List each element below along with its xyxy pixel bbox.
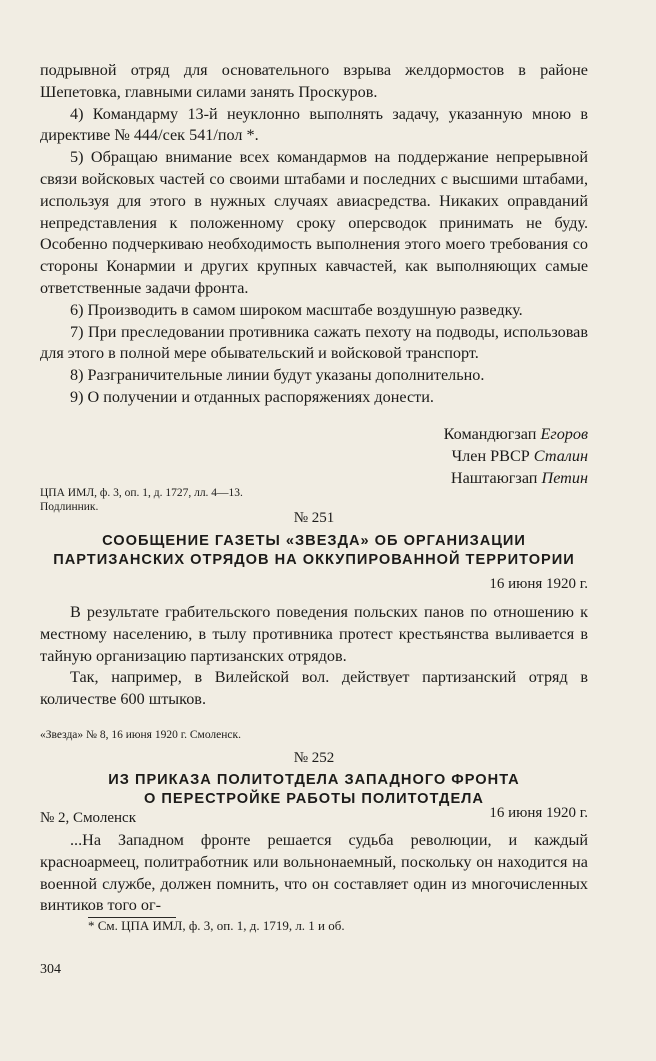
page-number: 304 [40,962,61,977]
signature-block [40,424,588,489]
archive-source: ЦПА ИМЛ, ф. 3, оп. 1, д. 1727, лл. 4—13. Подлинник. [40,487,243,513]
directive-body [40,60,588,409]
paragraph-continued: подрывной отряд для основательного взрыва желдормостов в районе Шепетовка, главными силами занять Проскуров. [40,61,588,101]
title-line: О ПЕРЕСТРОЙКЕ РАБОТЫ ПОЛИТОТДЕЛА [144,791,484,807]
footnote: * См. ЦПА ИМЛ, ф. 3, оп. 1, д. 1719, л. 1 и об. [88,918,345,933]
title-line: ПАРТИЗАНСКИХ ОТРЯДОВ НА ОККУПИРОВАННОЙ ТЕРРИТОРИИ [53,552,575,568]
paragraph-item-8: 8) Разграничительные линии будут указаны дополнительно. [70,366,485,385]
document-date: 16 июня 1920 г. [489,805,588,821]
paragraph: ...На Западном фронте решается судьба революции, и каждый красноармеец, политработник или вольнонаемный, поскольку он находится на военной службе, должен помнить, что он составляет один из многочисленных винтиков того ог- [40,831,588,915]
signature-name: Сталин [533,446,588,465]
signature-line [40,424,588,446]
paragraph-item-7: 7) При преследовании противника сажать пехоту на подводы, использовав для этого в полной мере обывательский и войсковой транспорт. [40,322,588,363]
paragraph-item-9: 9) О получении и отданных распоряжениях донести. [70,387,434,406]
paragraph-item-6: 6) Производить в самом широком масштабе воздушную разведку. [70,300,523,319]
document-place: № 2, Смоленск [40,810,136,826]
document-title [40,771,588,809]
signature-role: Наштаюгзап [450,468,538,487]
title-line: ИЗ ПРИКАЗА ПОЛИТОТДЕЛА ЗАПАДНОГО ФРОНТА [108,772,520,788]
document-date: 16 июня 1920 г. [489,576,588,592]
paragraph-item-5: 5) Обращаю внимание всех командармов на поддержание непрерывной связи войсковых частей со своими штабами и последних с высшими штабами, используя для этого в нужных случаях авиасредства. Никаких оправданий непредставления к положенному сроку оперсводок принимать не буду. Особенно подчеркиваю необходимость выполнения этого моего требования со стороны Конармии и других крупных кавчастей, как выполняющих самые ответственные задачи фронта. [40,148,588,297]
signature-role: Член РВСР [451,446,530,465]
document-body [40,602,588,711]
paragraph: В результате грабительского поведения польских панов по отношению к местному населению, в тылу противника протест крестьянства выливается в тайную организацию партизанских отрядов. [40,603,588,665]
signature-name: Петин [541,468,588,487]
document-title [40,532,588,570]
document-number: № 251 [293,510,335,526]
signature-name: Егоров [540,425,588,443]
newspaper-source: «Звезда» № 8, 16 июня 1920 г. Смоленск. [40,729,241,741]
paragraph: Так, например, в Вилейской вол. действует партизанский отряд в количестве 600 штыков. [40,668,588,709]
signature-role: Командюгзап [443,425,537,443]
document-body [40,830,588,917]
document-number: № 252 [293,750,335,766]
paragraph-item-4: 4) Командарму 13-й неуклонно выполнять задачу, указанную мною в директиве № 444/сек 541/пол *. [40,104,588,145]
title-line: СООБЩЕНИЕ ГАЗЕТЫ «ЗВЕЗДА» ОБ ОРГАНИЗАЦИИ [102,533,526,549]
signature-line [40,446,588,468]
